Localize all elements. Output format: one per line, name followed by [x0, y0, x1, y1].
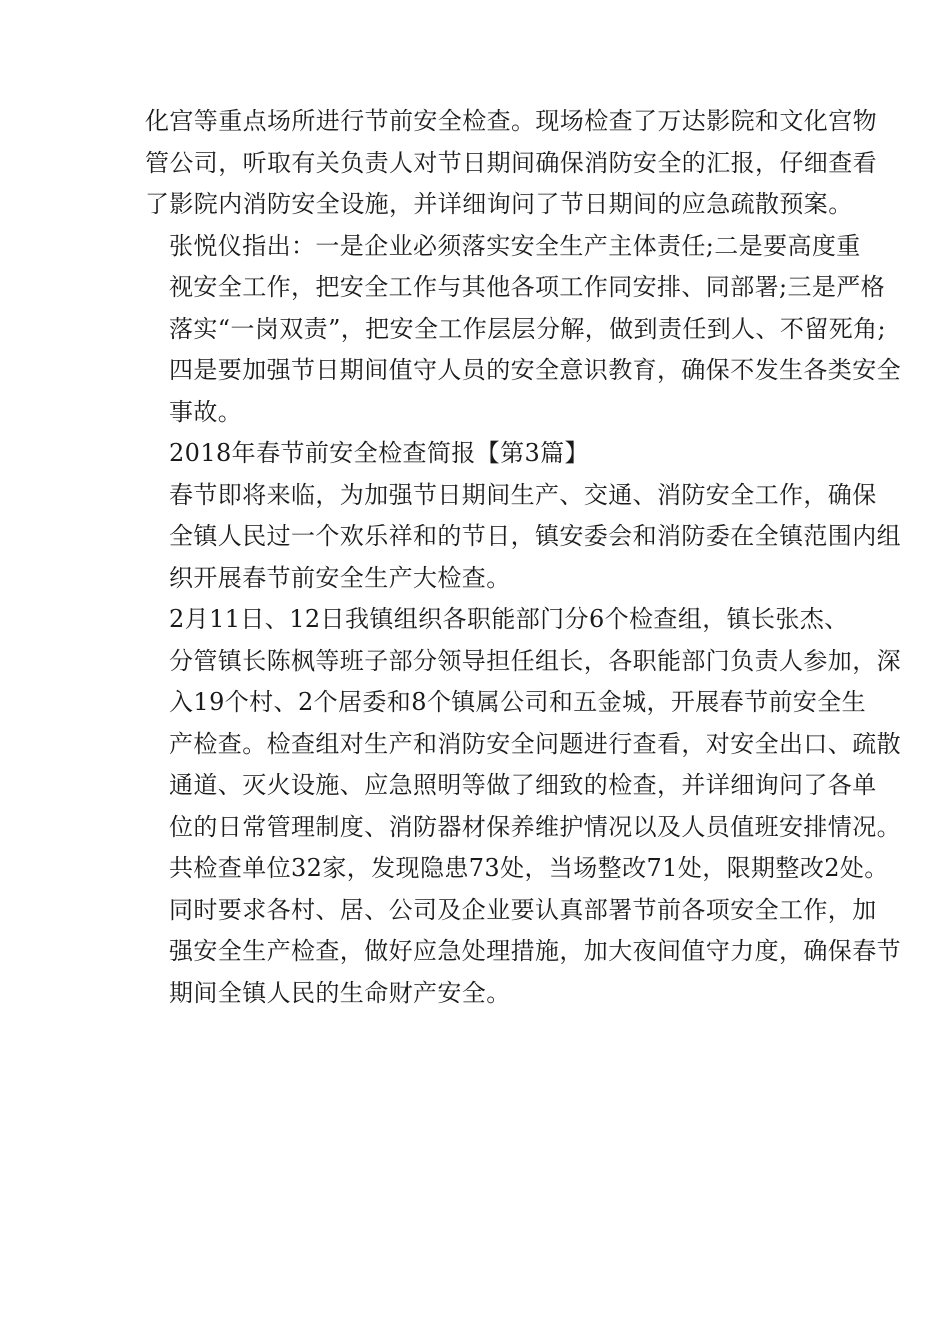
text-line: 张悦仪指出：一是企业必须落实安全生产主体责任;二是要高度重 — [169, 231, 861, 260]
text-line: 事故。 — [169, 397, 243, 426]
text-line: 位的日常管理制度、消防器材保养维护情况以及人员值班安排情况。 — [169, 812, 901, 841]
text-line: 分管镇长陈枫等班子部分领导担任组长，各职能部门负责人参加，深 — [169, 646, 901, 675]
section-heading: 2018年春节前安全检查简报【第3篇】 — [169, 439, 589, 467]
paragraph-zhang-remarks — [145, 226, 901, 434]
text-line: 管公司，听取有关负责人对节日期间确保消防安全的汇报，仔细查看 — [145, 148, 877, 177]
text-line: 同时要求各村、居、公司及企业要认真部署节前各项安全工作，加 — [169, 895, 877, 924]
text-line: 织开展春节前安全生产大检查。 — [169, 563, 511, 592]
text-line: 通道、灭火设施、应急照明等做了细致的检查，并详细询问了各单 — [169, 771, 877, 799]
text-line: 落实“一岗双责”，把安全工作层层分解，做到责任到人、不留死角; — [169, 314, 887, 343]
text-line: 了影院内消防安全设施，并详细询问了节日期间的应急疏散预案。 — [145, 190, 853, 218]
text-line: 化宫等重点场所进行节前安全检查。现场检查了万达影院和文化宫物 — [145, 107, 877, 135]
text-line: 产检查。检查组对生产和消防安全问题进行查看，对安全出口、疏散 — [169, 729, 901, 758]
paragraph-inspection-details — [145, 599, 901, 890]
text-line: 2月11日、12日我镇组织各职能部门分6个检查组，镇长张杰、 — [169, 605, 849, 633]
paragraph-inspection-summary — [145, 101, 877, 226]
text-line: 共检查单位32家，发现隐患73处，当场整改71处，限期整改2处。 — [169, 854, 889, 882]
text-line: 春节即将来临，为加强节日期间生产、交通、消防安全工作，确保 — [169, 480, 877, 509]
text-line: 全镇人民过一个欢乐祥和的节日，镇安委会和消防委在全镇范围内组 — [169, 522, 901, 550]
text-line: 入19个村、2个居委和8个镇属公司和五金城，开展春节前安全生 — [169, 688, 867, 716]
paragraph-requirements — [145, 890, 901, 1015]
text-line: 视安全工作，把安全工作与其他各项工作同安排、同部署;三是严格 — [169, 273, 886, 301]
text-line: 四是要加强节日期间值守人员的安全意识教育，确保不发生各类安全 — [169, 356, 901, 384]
text-line: 期间全镇人民的生命财产安全。 — [169, 978, 511, 1007]
paragraph-spring-festival-intro — [145, 475, 901, 600]
document-body — [145, 101, 901, 1014]
text-line: 强安全生产检查，做好应急处理措施，加大夜间值守力度，确保春节 — [169, 937, 901, 965]
